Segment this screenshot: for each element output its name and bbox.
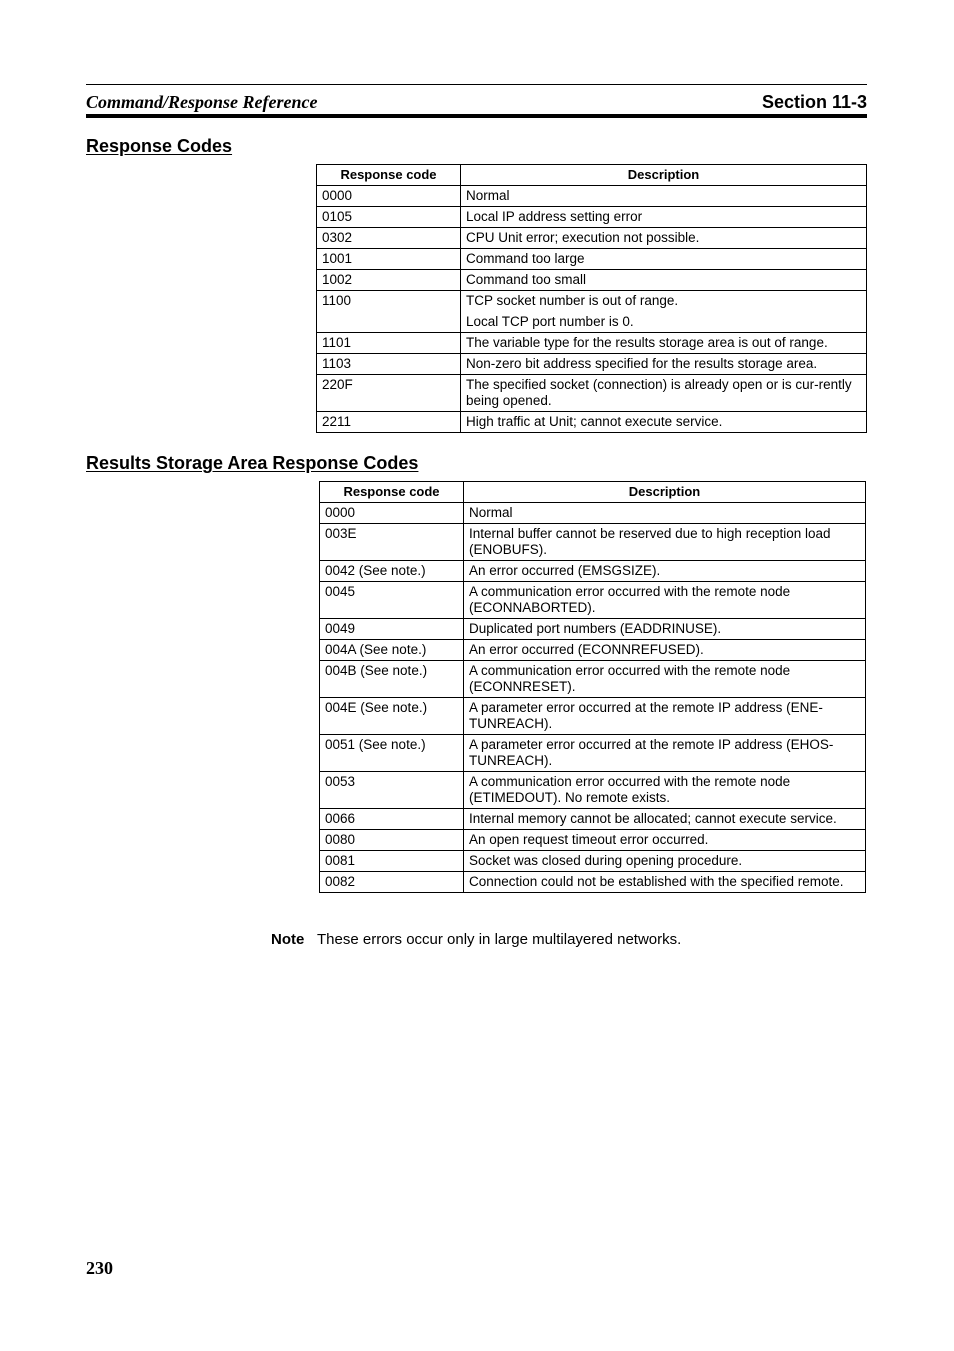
response-code-cell: 0000 [320, 503, 464, 524]
page-number: 230 [86, 1258, 113, 1278]
response-code-cell: 0049 [320, 619, 464, 640]
table-row [320, 735, 866, 772]
description-line: The specified socket (connection) is already open or is cur-rently being opened. [466, 377, 852, 408]
table-row [320, 851, 866, 872]
response-code-cell: 0105 [317, 207, 461, 228]
response-code-cell: 004E (See note.) [320, 698, 464, 735]
response-code-cell: 004B (See note.) [320, 661, 464, 698]
description-cell: A parameter error occurred at the remote IP address (EHOS-TUNREACH). [464, 735, 866, 772]
column-header-code: Response code [320, 482, 464, 503]
description-line: TCP socket number is out of range. [466, 293, 679, 308]
description-line: Command too small [466, 272, 587, 287]
description-line: Non-zero bit address specified for the results storage area. [466, 356, 818, 371]
table-row [320, 524, 866, 561]
response-code-cell: 0066 [320, 809, 464, 830]
table-row [317, 186, 867, 207]
table-row [320, 561, 866, 582]
header-chapter-title: Command/Response Reference [86, 92, 318, 112]
description-cell: Socket was closed during opening procedure. [464, 851, 866, 872]
response-code-cell: 1101 [317, 333, 461, 354]
table-row [317, 333, 867, 354]
description-cell [461, 354, 867, 375]
response-code-cell: 0081 [320, 851, 464, 872]
results-storage-codes-table [319, 481, 866, 893]
response-code-cell: 0053 [320, 772, 464, 809]
description-cell: An error occurred (ECONNREFUSED). [464, 640, 866, 661]
description-cell: A parameter error occurred at the remote IP address (ENE-TUNREACH). [464, 698, 866, 735]
response-code-cell: 220F [317, 375, 461, 412]
note-label: Note [271, 931, 305, 948]
description-cell: A communication error occurred with the remote node (ECONNRESET). [464, 661, 866, 698]
description-cell [461, 412, 867, 433]
description-cell [461, 291, 867, 333]
table-row [320, 640, 866, 661]
response-code-cell: 0302 [317, 228, 461, 249]
table-row [317, 249, 867, 270]
table-row [317, 228, 867, 249]
description-cell [461, 228, 867, 249]
description-cell: A communication error occurred with the remote node (ETIMEDOUT). No remote exists. [464, 772, 866, 809]
description-line: CPU Unit error; execution not possible. [466, 230, 700, 245]
description-cell: Duplicated port numbers (EADDRINUSE). [464, 619, 866, 640]
table-row [320, 772, 866, 809]
description-line: Normal [466, 188, 510, 203]
header-rule [86, 114, 867, 118]
table-row [317, 412, 867, 433]
description-line: Local TCP port number is 0. [466, 314, 634, 329]
description-line: High traffic at Unit; cannot execute service. [466, 414, 723, 429]
table-row [320, 809, 866, 830]
response-code-cell: 1001 [317, 249, 461, 270]
response-code-cell: 0080 [320, 830, 464, 851]
table-row [317, 270, 867, 291]
response-codes-title: Response Codes [86, 136, 233, 156]
response-codes-table [316, 164, 867, 433]
page-header [86, 84, 867, 118]
description-cell: Connection could not be established with the specified remote. [464, 872, 866, 893]
description-cell: An error occurred (EMSGSIZE). [464, 561, 866, 582]
description-cell: A communication error occurred with the remote node (ECONNABORTED). [464, 582, 866, 619]
table-row [320, 698, 866, 735]
description-cell: Internal buffer cannot be reserved due to high reception load (ENOBUFS). [464, 524, 866, 561]
results-storage-codes-title: Results Storage Area Response Codes [86, 453, 419, 473]
response-code-cell: 0000 [317, 186, 461, 207]
description-cell [461, 270, 867, 291]
description-cell [461, 186, 867, 207]
header-section-number: Section 11-3 [761, 92, 867, 112]
description-line: Command too large [466, 251, 585, 266]
description-cell: Internal memory cannot be allocated; cannot execute service. [464, 809, 866, 830]
column-header-description: Description [464, 482, 866, 503]
response-code-cell: 0045 [320, 582, 464, 619]
table-row [320, 872, 866, 893]
response-code-cell: 0082 [320, 872, 464, 893]
description-cell [461, 249, 867, 270]
description-cell [461, 333, 867, 354]
table-row [317, 291, 867, 333]
description-line: Local IP address setting error [466, 209, 643, 224]
column-header-description: Description [461, 165, 867, 186]
response-code-cell: 0051 (See note.) [320, 735, 464, 772]
table-row [320, 661, 866, 698]
note [271, 931, 681, 948]
response-code-cell: 1100 [317, 291, 461, 333]
response-code-cell: 1002 [317, 270, 461, 291]
table-row [317, 354, 867, 375]
description-cell: An open request timeout error occurred. [464, 830, 866, 851]
table-header-row [317, 165, 867, 186]
table-header-row [320, 482, 866, 503]
description-cell [461, 375, 867, 412]
table-row [320, 830, 866, 851]
response-code-cell: 003E [320, 524, 464, 561]
description-cell: Normal [464, 503, 866, 524]
description-line: The variable type for the results storage area is out of range. [466, 335, 828, 350]
table-row [320, 619, 866, 640]
response-code-cell: 004A (See note.) [320, 640, 464, 661]
response-code-cell: 2211 [317, 412, 461, 433]
response-code-cell: 0042 (See note.) [320, 561, 464, 582]
column-header-code: Response code [317, 165, 461, 186]
table-row [320, 503, 866, 524]
table-row [317, 207, 867, 228]
response-code-cell: 1103 [317, 354, 461, 375]
description-cell [461, 207, 867, 228]
note-text: These errors occur only in large multilayered networks. [317, 931, 682, 948]
table-row [320, 582, 866, 619]
table-row [317, 375, 867, 412]
